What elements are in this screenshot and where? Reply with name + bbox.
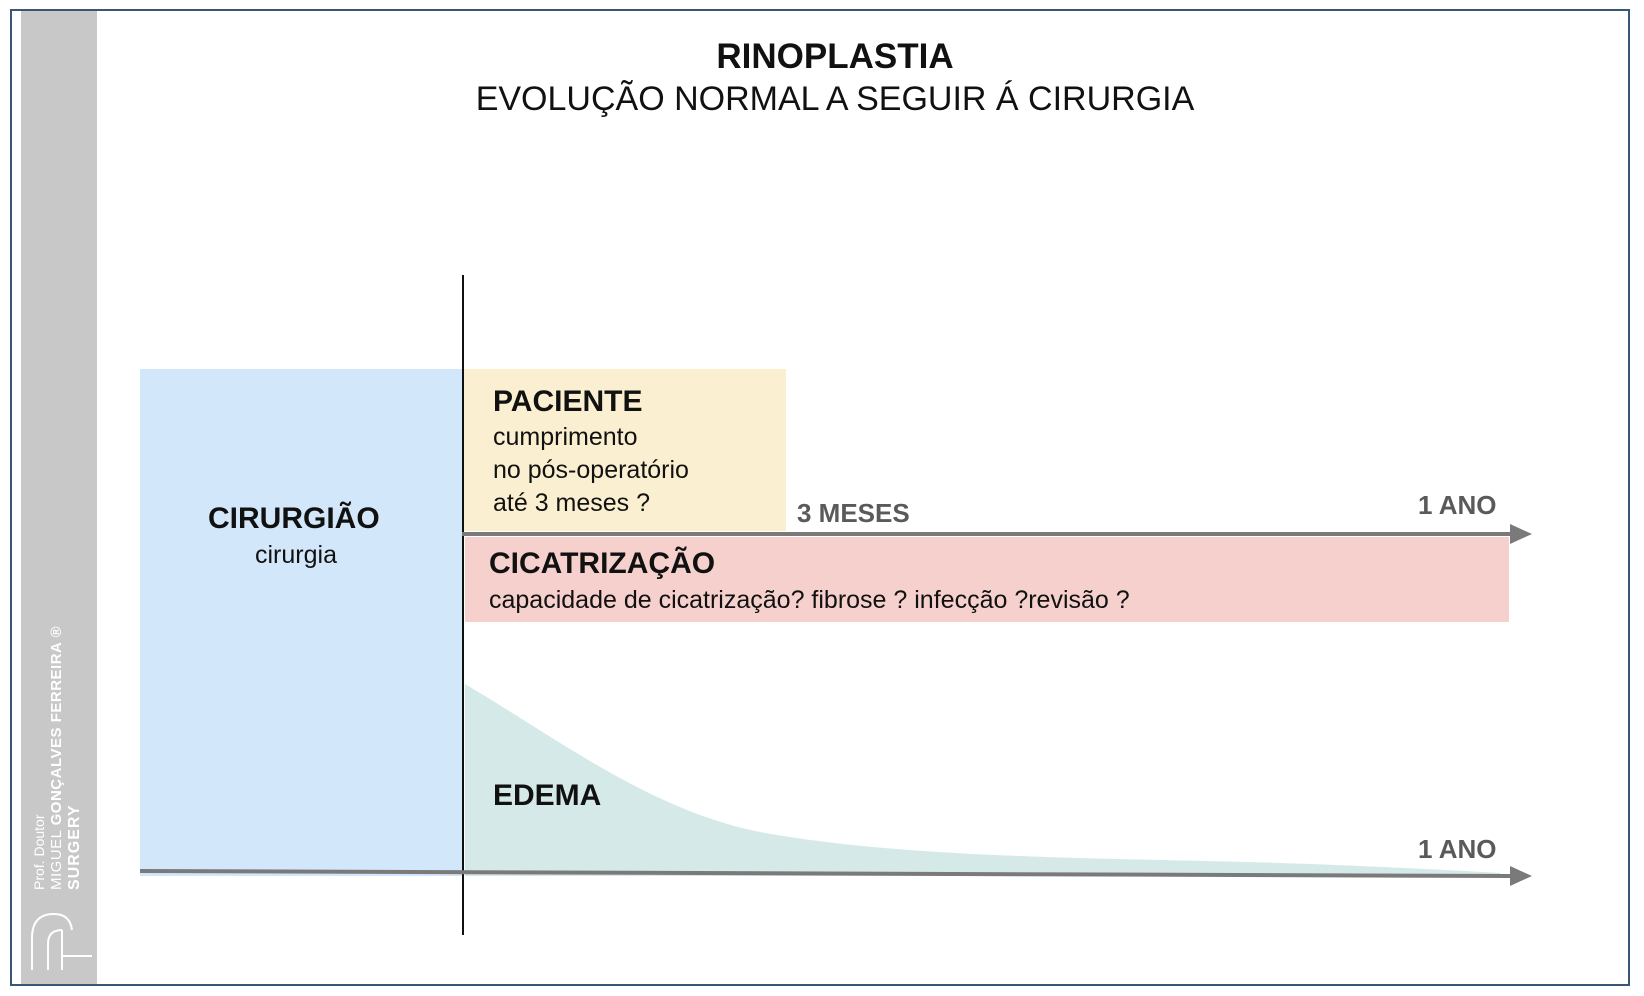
cicatrizacao-text: capacidade de cicatrização? fibrose ? infecção ?revisão ? (489, 586, 1130, 614)
paciente-line-2: no pós-operatório (493, 456, 689, 484)
axis-label-3-meses: 3 MESES (797, 498, 910, 528)
edema-title: EDEMA (493, 779, 602, 812)
paciente-line-1: cumprimento (493, 423, 638, 451)
cicatrizacao-title: CICATRIZAÇÃO (489, 547, 716, 580)
paciente-title: PACIENTE (493, 385, 643, 418)
edema-curve (465, 684, 1500, 876)
axis-label-1-ano-upper: 1 ANO (1418, 490, 1497, 520)
axis-label-1-ano-lower: 1 ANO (1418, 834, 1497, 864)
cirurgiao-text: cirurgia (255, 541, 337, 569)
page-subtitle: EVOLUÇÃO NORMAL A SEGUIR Á CIRURGIA (475, 80, 1195, 118)
brand-surgery: SURGERY (66, 804, 83, 890)
paciente-line-3: até 3 meses ? (493, 489, 651, 517)
brand-name: MIGUEL GONÇALVES FERREIRA ® (48, 625, 65, 890)
lower-axis-arrow (1510, 866, 1532, 886)
brand-title: Prof. Doutor (31, 814, 47, 890)
page-title: RINOPLASTIA (716, 37, 954, 76)
cirurgiao-title: CIRURGIÃO (208, 502, 380, 535)
upper-axis-arrow (1510, 524, 1532, 544)
